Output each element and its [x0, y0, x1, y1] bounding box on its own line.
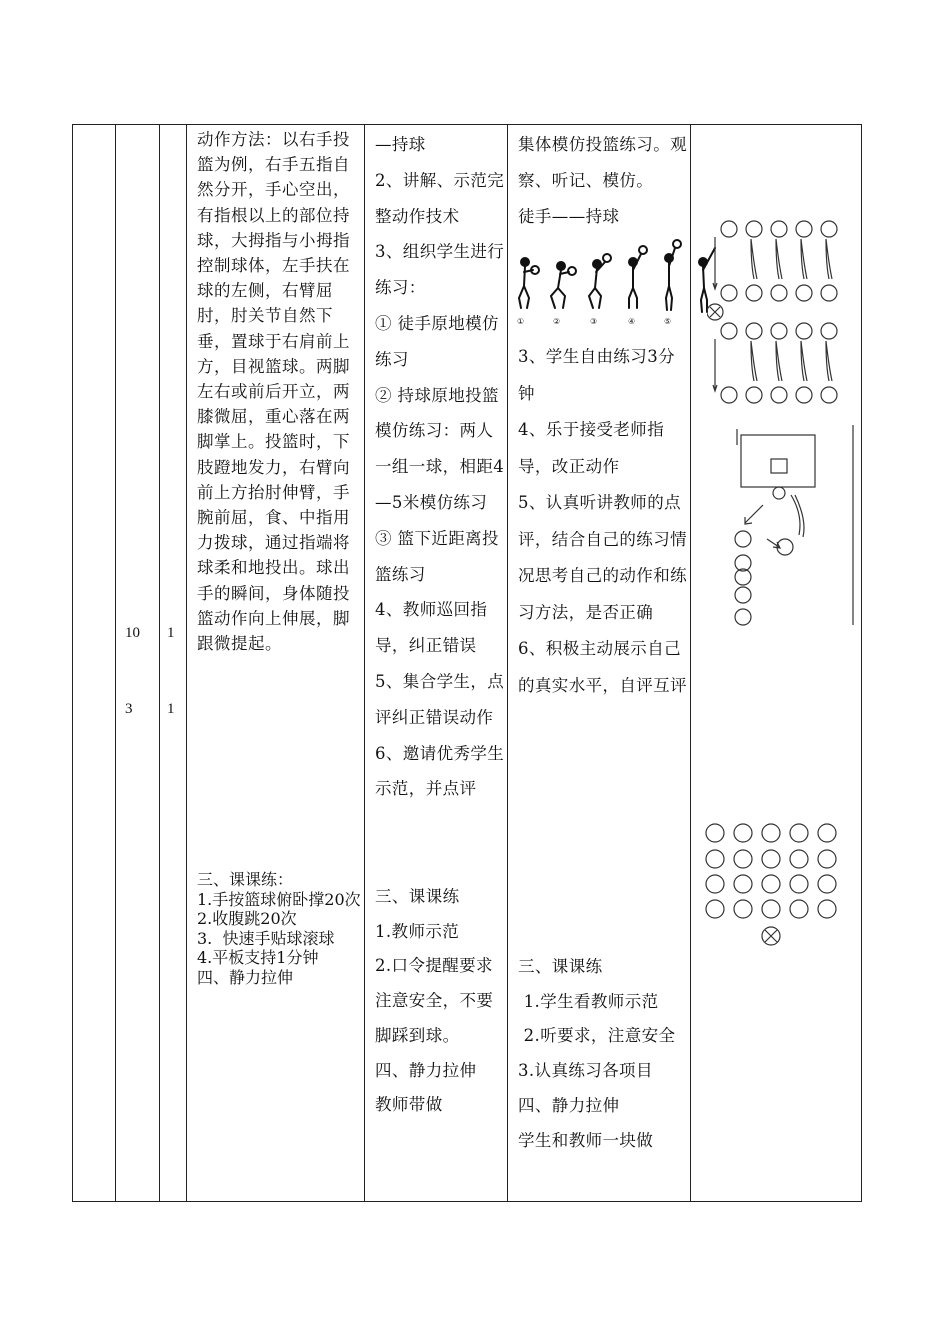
column-divider [159, 125, 160, 1201]
student-activities-top: 集体模仿投篮练习。观察、听记、模仿。 徒手——持球 [518, 135, 687, 226]
smiley-icon [721, 221, 837, 403]
step-label: ④ [628, 317, 636, 326]
step-label: ② [553, 317, 561, 326]
formation-diagram-drill [707, 217, 847, 407]
step-label: ① [517, 317, 525, 326]
exercise-list: 三、课课练： 1.手按篮球俯卧撑20次 2.收腹跳20次 3. 快速手贴球滚球 4.平板支持1分钟 四、静力拉伸 [197, 870, 361, 987]
smiley-icon [706, 824, 836, 918]
step-label: ③ [590, 317, 598, 326]
count-value-a: 1 [167, 625, 175, 641]
exercise-formation-diagram [701, 819, 851, 949]
student-activities-middle: 3、学生自由练习3分钟 4、乐于接受老师指导，改正动作 5、认真听讲教师的点评，结合自己的练习情况思考自己的动作和练习方法，是否正确 6、积极主动展示自己的真实水平，自评互评 [518, 347, 687, 695]
teacher-exercise-activities: 三、课课练 1.教师示范 2.口令提醒要求注意安全，不要脚踩到球。 四、静力拉伸 教师带做 [375, 887, 494, 1115]
lesson-table [72, 124, 862, 1202]
column-divider [507, 125, 508, 1201]
time-value-a: 10 [125, 625, 140, 641]
count-value-b: 1 [167, 701, 175, 717]
column-divider [186, 125, 187, 1201]
column-divider [115, 125, 116, 1201]
shooting-sequence-figure [511, 238, 726, 328]
method-description: 动作方法：以右手投篮为例，右手五指自然分开，手心空出，有指根以上的部位持球，大拇指与小拇指控制球体，左手扶在球的左侧，右臂屈肘，肘关节自然下垂，置球于右肩前上方，目视篮球。两脚左右或前后开立，两膝微屈，重心落在两脚掌上。投篮时，下肢蹬地发力，右臂向前上方抬肘伸臂，手腕前屈，食、中指用力拨球，通过指端将球柔和地投出。球出手的瞬间，身体随投篮动作向上伸展，脚跟微提起。 [197, 130, 350, 654]
student-exercise-activities: 三、课课练 1.学生看教师示范 2.听要求，注意安全 3.认真练习各项目 四、静力拉伸 学生和教师一块做 [518, 957, 676, 1150]
teacher-activities: —持球 2、讲解、示范完整动作技术 3、组织学生进行练习： ① 徒手原地模仿练习 ② 持球原地投篮模仿练习：两人一组一球，相距4—5米模仿练习 ③ 篮下近距离投篮练习 4、教师巡回指导，纠正错误 5、集合学生，点评纠正错误动作 6、邀请优秀学生示范，并点评 [375, 135, 505, 799]
step-label: ⑤ [664, 317, 672, 326]
smiley-icon [735, 531, 793, 625]
basketball-court-diagram [733, 425, 857, 635]
time-value-b: 3 [125, 701, 133, 717]
